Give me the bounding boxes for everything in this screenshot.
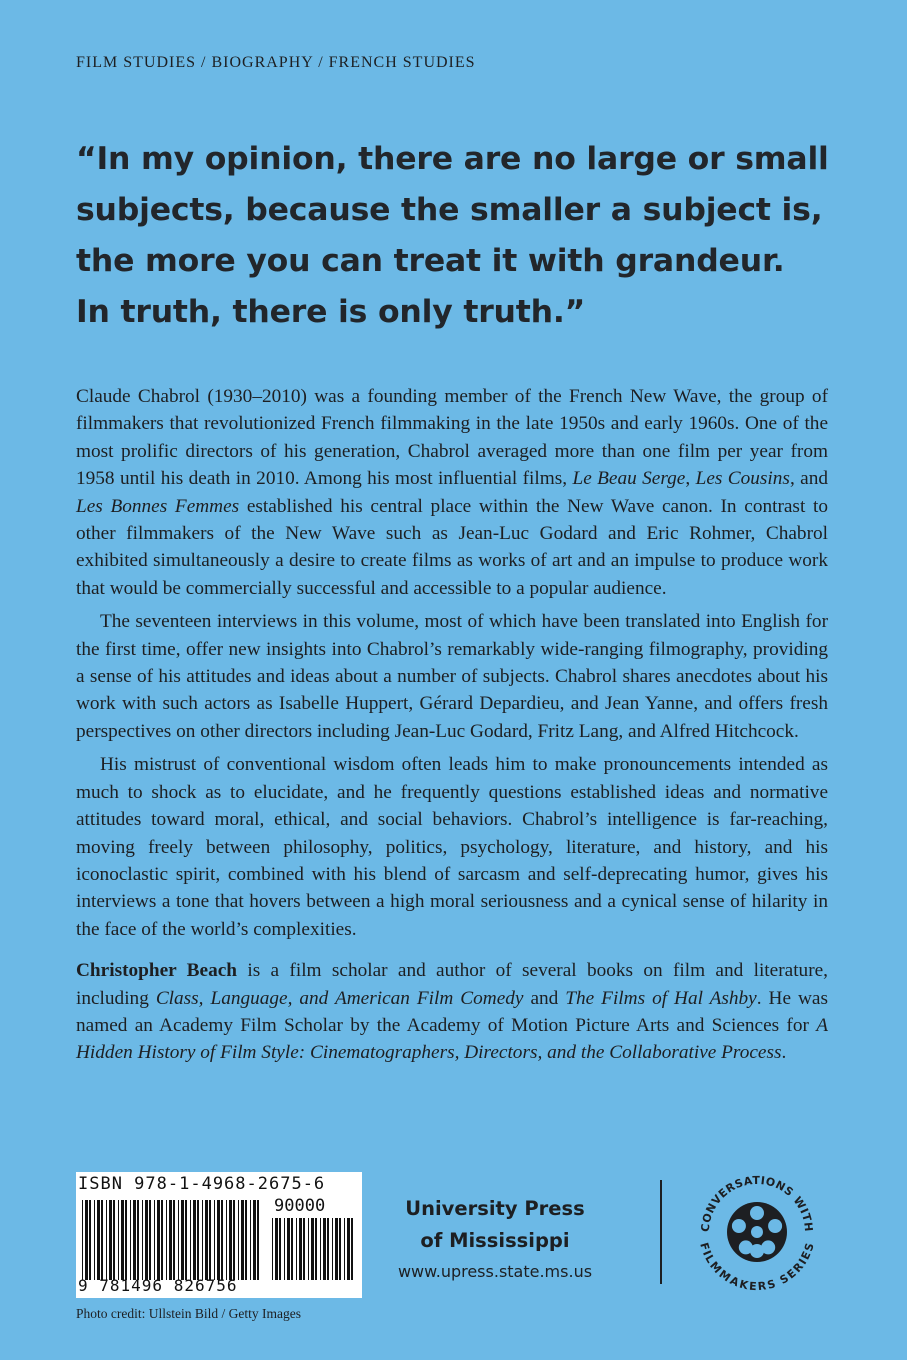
description-paragraph bbox=[76, 383, 828, 602]
book-title: Class, Language, and American Film Comedy bbox=[155, 987, 524, 1009]
film-title: Les Bonnes Femmes bbox=[76, 495, 240, 517]
category-label: FILM STUDIES / BIOGRAPHY / FRENCH STUDIES bbox=[76, 54, 476, 71]
quote-line: subjects, because the smaller a subject is, bbox=[76, 192, 823, 228]
publisher-line: of Mississippi bbox=[420, 1229, 570, 1252]
publisher-url: www.upress.state.ms.us bbox=[397, 1262, 593, 1281]
series-bottom-text: FILMMAKERS SERIES bbox=[697, 1241, 817, 1294]
film-title: Les Cousins bbox=[695, 468, 790, 490]
isbn-barcode bbox=[76, 1172, 362, 1298]
text-run: Claude Chabrol (1930–2010) was a founding member of the French New Wave, the group of filmmakers that revolutionized French filmmaking in the late 1950s and early 1960s. One of the most prolific directors of his generation, Chabrol averaged more than one film per year from 1958 until his death in 2010. Among his most influential films, bbox=[76, 386, 828, 490]
isbn-label: ISBN 978-1-4968-2675-6 bbox=[78, 1174, 326, 1194]
quote-line: In truth, there is only truth.” bbox=[76, 294, 586, 330]
film-reel-icon bbox=[693, 1168, 821, 1296]
publisher-name bbox=[380, 1193, 610, 1257]
price-code: 90000 bbox=[274, 1196, 326, 1216]
text-run: established his central place within the New Wave canon. In contrast to other filmmakers of the New Wave such as Jean-Luc Godard and Eric Rohmer, Chabrol exhibited simultaneously a desire to create films as works of art and an impulse to produce work that would be commercially successful and accessible to a popular audience. bbox=[76, 495, 828, 599]
barcode-bars bbox=[82, 1200, 262, 1280]
book-title: The Films of Hal Ashby bbox=[565, 987, 757, 1009]
book-description bbox=[76, 383, 828, 1067]
quote-line: “In my opinion, there are no large or small bbox=[76, 141, 829, 177]
author-name: Christopher Beach bbox=[76, 960, 238, 982]
book-title: A Hidden History of Film Style: Cinematographers, Directors, and the Collaborative Process bbox=[76, 1014, 828, 1064]
publisher-line: University Press bbox=[405, 1197, 585, 1220]
text-run: , and bbox=[789, 468, 828, 490]
text-run: and bbox=[523, 987, 566, 1009]
pull-quote bbox=[76, 134, 856, 338]
text-run: , bbox=[685, 468, 696, 490]
text-run: . bbox=[781, 1042, 787, 1064]
film-title: Le Beau Serge bbox=[572, 468, 686, 490]
description-paragraph: His mistrust of conventional wisdom often leads him to make pronouncements intended as much to shock as to elucidate, and he frequently questions established ideas and normative attitudes toward moral, ethical, and social behaviors. Chabrol’s intelligence is far-reaching, moving freely between philosophy, politics, psychology, literature, and history, and his iconoclastic spirit, combined with his blend of sarcasm and self-deprecating humor, gives his interviews a tone that hovers between a high moral seriousness and a cynical sense of hilarity in the face of the world’s complexities. bbox=[76, 754, 828, 940]
photo-credit: Photo credit: Ullstein Bild / Getty Images bbox=[76, 1306, 301, 1321]
series-top-text: CONVERSATIONS WITH bbox=[698, 1173, 816, 1233]
text-run: is a film scholar and author of several books on film and literature, including bbox=[76, 960, 828, 1009]
addon-barcode-bars bbox=[272, 1218, 354, 1280]
description-paragraph: The seventeen interviews in this volume, most of which have been translated into English for the first time, offer new insights into Chabrol’s remarkably wide-ranging filmography, providing a sense of his attitudes and ideas about a number of subjects. Chabrol shares anecdotes about his work with such actors as Isabelle Huppert, Gérard Depardieu, and Jean Yanne, and offers fresh perspectives on other directors including Jean-Luc Godard, Fritz Lang, and Alfred Hitchcock. bbox=[76, 611, 828, 742]
barcode-digits: 9 781496 826756 bbox=[78, 1276, 238, 1295]
divider bbox=[660, 1180, 662, 1284]
author-bio bbox=[76, 957, 828, 1067]
quote-line: the more you can treat it with grandeur. bbox=[76, 243, 785, 279]
text-run: . He was named an Academy Film Scholar by the Academy of Motion Picture Arts and Sciences for bbox=[76, 987, 828, 1036]
